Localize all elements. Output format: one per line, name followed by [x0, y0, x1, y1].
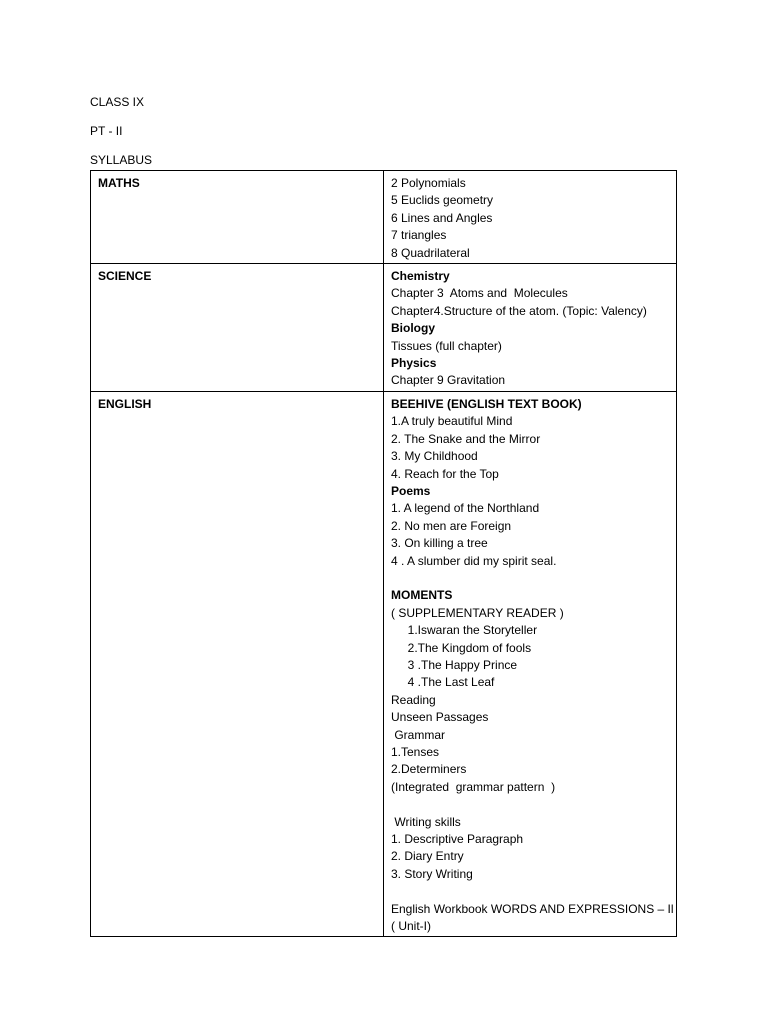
topic-line: 2.Determiners: [391, 762, 467, 777]
topic-line: 2. The Snake and the Mirror: [391, 431, 541, 446]
topic-line: 4. Reach for the Top: [391, 466, 499, 481]
topic-line: English Workbook WORDS AND EXPRESSIONS – Il: [391, 901, 674, 916]
class-heading: CLASS IX: [90, 95, 145, 109]
topic-line: 3. Story Writing: [391, 866, 473, 881]
table-row: [91, 391, 677, 937]
topic-line: Grammar: [391, 727, 445, 742]
topic-heading: Physics: [391, 356, 437, 371]
topic-line: [391, 796, 669, 813]
topics-cell: [384, 171, 677, 264]
topic-line: (Integrated grammar pattern ): [391, 779, 556, 794]
topic-line: Chapter 3 Atoms and Molecules: [391, 286, 568, 301]
topic-line: Chapter4.Structure of the atom. (Topic: Valency): [391, 303, 647, 318]
topic-line: 1.Tenses: [391, 744, 440, 759]
topic-line: 1.A truly beautiful Mind: [391, 414, 513, 429]
syllabus-table-body: [91, 171, 677, 937]
subject-cell: MATHS: [91, 171, 384, 264]
topic-line: 3. My Childhood: [391, 449, 478, 464]
topic-line: 1. Descriptive Paragraph: [391, 832, 524, 846]
topic-line: [391, 883, 669, 900]
topic-line: 4 . A slumber did my spirit seal.: [391, 553, 557, 568]
topic-line: ( Unit-I): [391, 919, 431, 934]
syllabus-heading: SYLLABUS: [90, 153, 153, 167]
topic-line: 1. A legend of the Northland: [391, 501, 540, 516]
topic-heading: MOMENTS: [391, 588, 453, 603]
topic-line: Unseen Passages: [391, 710, 489, 725]
topics-cell: [384, 391, 677, 937]
topic-line: Reading: [391, 692, 436, 707]
topic-heading: BEEHIVE (ENGLISH TEXT BOOK): [391, 396, 582, 411]
topics-cell: [384, 264, 677, 392]
topic-line: 2. Diary Entry: [391, 849, 464, 864]
topic-line: Writing skills: [391, 814, 461, 829]
topic-line: Tissues (full chapter): [391, 338, 502, 353]
topic-heading: Chemistry: [391, 269, 450, 284]
topic-line: 2. No men are Foreign: [391, 518, 512, 533]
topic-heading: Biology: [391, 321, 435, 336]
topic-line: 7 triangles: [391, 228, 447, 243]
topic-line: 3 .The Happy Prince: [391, 657, 518, 672]
topic-line: ( SUPPLEMENTARY READER ): [391, 605, 564, 620]
table-row: [91, 264, 677, 392]
topic-line: Chapter 9 Gravitation: [391, 373, 506, 388]
test-heading: PT - II: [90, 124, 123, 138]
topic-line: 6 Lines and Angles: [391, 210, 493, 225]
topic-line: 3. On killing a tree: [391, 536, 488, 551]
topic-line: 1.Iswaran the Storyteller: [391, 623, 538, 638]
subject-cell: ENGLISH: [91, 391, 384, 937]
topic-line: 5 Euclids geometry: [391, 193, 494, 208]
topic-line: 2 Polynomials: [391, 176, 466, 190]
topic-line: 4 .The Last Leaf: [391, 675, 495, 690]
table-row: [91, 171, 677, 264]
syllabus-table: [90, 170, 677, 937]
subject-cell: SCIENCE: [91, 264, 384, 392]
topic-line: 2.The Kingdom of fools: [391, 640, 532, 655]
topic-line: [391, 570, 669, 587]
topic-line: 8 Quadrilateral: [391, 245, 470, 260]
topic-heading: Poems: [391, 483, 431, 498]
